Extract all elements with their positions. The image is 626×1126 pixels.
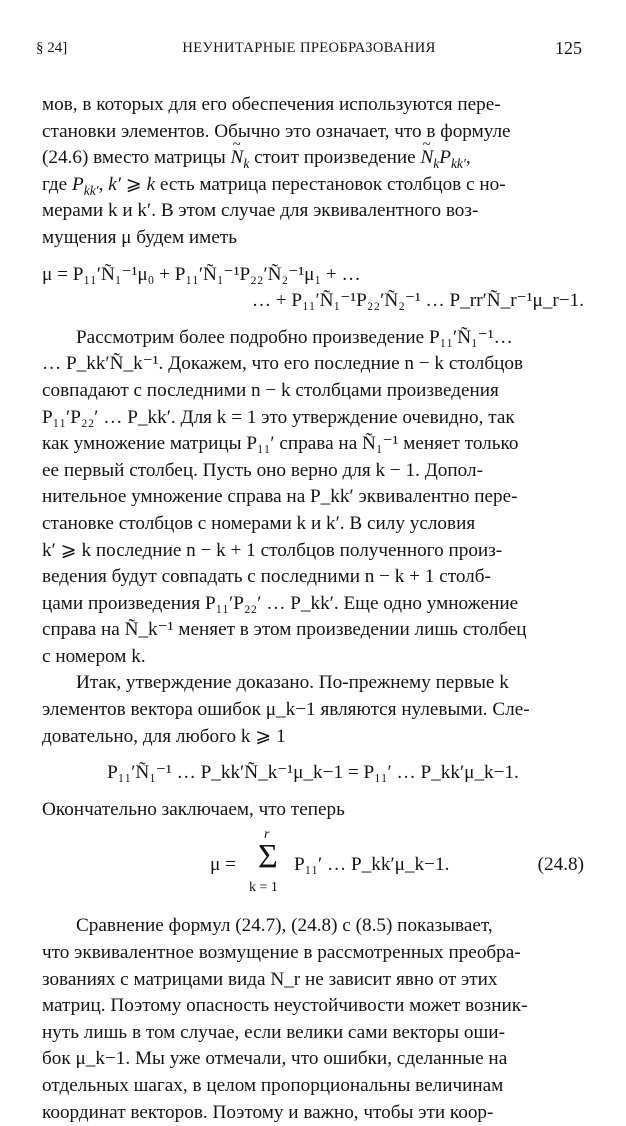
text-line: справа на Ñ_k⁻¹ меняет в этом произведении лишь столбец <box>42 619 527 641</box>
text-line: Окончательно заключаем, что теперь <box>42 798 345 820</box>
running-header <box>36 36 582 62</box>
text-fragment: (24.6) вместо матрицы <box>42 147 231 169</box>
text-line: Итак, утверждение доказано. По-прежнему первые k <box>76 672 509 694</box>
sum-sign: Σ <box>258 838 278 876</box>
text-line: координат векторов. Поэтому и важно, чтобы эти коор- <box>42 1101 494 1123</box>
text-line: становке столбцов с номерами k и k′. В силу условия <box>42 512 476 534</box>
text-line: (24.6) вместо матрицы ~ $N_k$ стоит произведение ~ $N_kP_{kk'}$, <box>42 145 584 172</box>
text-line: мов, в которых для его обеспечения используются пере- <box>42 94 501 115</box>
text-line: мущения μ будем иметь <box>42 226 237 248</box>
text-line: довательно, для любого k ⩾ 1 <box>42 725 286 747</box>
page-number: 125 <box>555 38 582 58</box>
running-title: НЕУНИТАРНЫЕ ПРЕОБРАЗОВАНИЯ <box>182 40 436 56</box>
text-line: становки элементов. Обычно это означает, что в формуле <box>42 120 511 142</box>
sum-lower-limit: k = 1 <box>249 880 278 896</box>
text-line: Сравнение формул (24.7), (24.8) с (8.5) показывает, <box>76 915 493 937</box>
text-line: бок μ_k−1. Мы уже отмечали, что ошибки, сделанные на <box>42 1048 508 1070</box>
text-fragment: есть матрица перестановок столбцов с но- <box>155 173 506 195</box>
equation-line: P₁₁′Ñ₁⁻¹ … P_kk′Ñ_k⁻¹μ_k−1 = P₁₁′ … P_kk′μ_k−1. <box>107 762 519 784</box>
text-line: нительное умножение справа на P_kk′ эквивалентно пере- <box>42 486 518 508</box>
equation-number: (24.8) <box>537 854 584 876</box>
text-fragment: где <box>42 173 72 195</box>
equation-line: μ = P₁₁′Ñ₁⁻¹μ₀ + P₁₁′Ñ₁⁻¹P₂₂′Ñ₂⁻¹μ₁ + … <box>42 263 361 285</box>
text-line: с номером k. <box>42 645 146 667</box>
text-line: мерами k и k′. В этом случае для эквивалентного воз- <box>42 200 479 222</box>
text-line: элементов вектора ошибок μ_k−1 являются нулевыми. Сле- <box>42 699 530 721</box>
text-line: … P_kk′Ñ_k⁻¹. Докажем, что его последние n − k столбцов <box>42 353 524 375</box>
equation-lhs: μ = <box>210 854 236 876</box>
section-mark: § 24] <box>36 40 68 56</box>
text-line: P₁₁′P₂₂′ … P_kk′. Для k = 1 это утверждение очевидно, так <box>42 406 515 428</box>
text-fragment: стоит произведение <box>249 147 421 169</box>
text-line: Рассмотрим более подробно произведение P₁₁′Ñ₁⁻¹… <box>76 326 513 348</box>
text-line: ведения будут совпадать с последними n − k + 1 столб- <box>42 566 491 588</box>
sum-upper-limit: r <box>264 827 270 843</box>
text-line: цами произведения P₁₁′P₂₂′ … P_kk′. Еще одно умножение <box>42 592 519 614</box>
display-equation-24-8 <box>42 827 584 905</box>
text-line: зованиях с матрицами вида N_r не зависит явно от этих <box>42 968 498 990</box>
text-line: матриц. Поэтому опасность неустойчивости может возник- <box>42 995 528 1017</box>
equation-rhs: P₁₁′ … P_kk′μ_k−1. <box>294 854 450 876</box>
text-line: ее первый столбец. Пусть оно верно для k − 1. Допол- <box>42 459 483 481</box>
equation-line: … + P₁₁′Ñ₁⁻¹P₂₂′Ñ₂⁻¹ … P_rr′Ñ_r⁻¹μ_r−1. <box>251 290 584 312</box>
text-line: где $P_{kk'}$, k′ ⩾ k есть матрица перестановок столбцов с но- <box>42 173 506 198</box>
text-line: отдельных шагах, в целом пропорциональны величинам <box>42 1075 504 1096</box>
text-line: совпадают с последними n − k столбцами произведения <box>42 379 499 401</box>
text-line: что эквивалентное возмущение в рассмотренных преобра- <box>42 942 521 964</box>
text-line: нуть лишь в том случае, если велики сами векторы оши- <box>42 1021 505 1043</box>
text-line: как умножение матрицы P₁₁′ справа на Ñ₁⁻¹ меняет только <box>42 433 519 455</box>
text-line: k′ ⩾ k последние n − k + 1 столбцов полученного произ- <box>42 539 503 561</box>
page-body <box>42 92 584 1126</box>
